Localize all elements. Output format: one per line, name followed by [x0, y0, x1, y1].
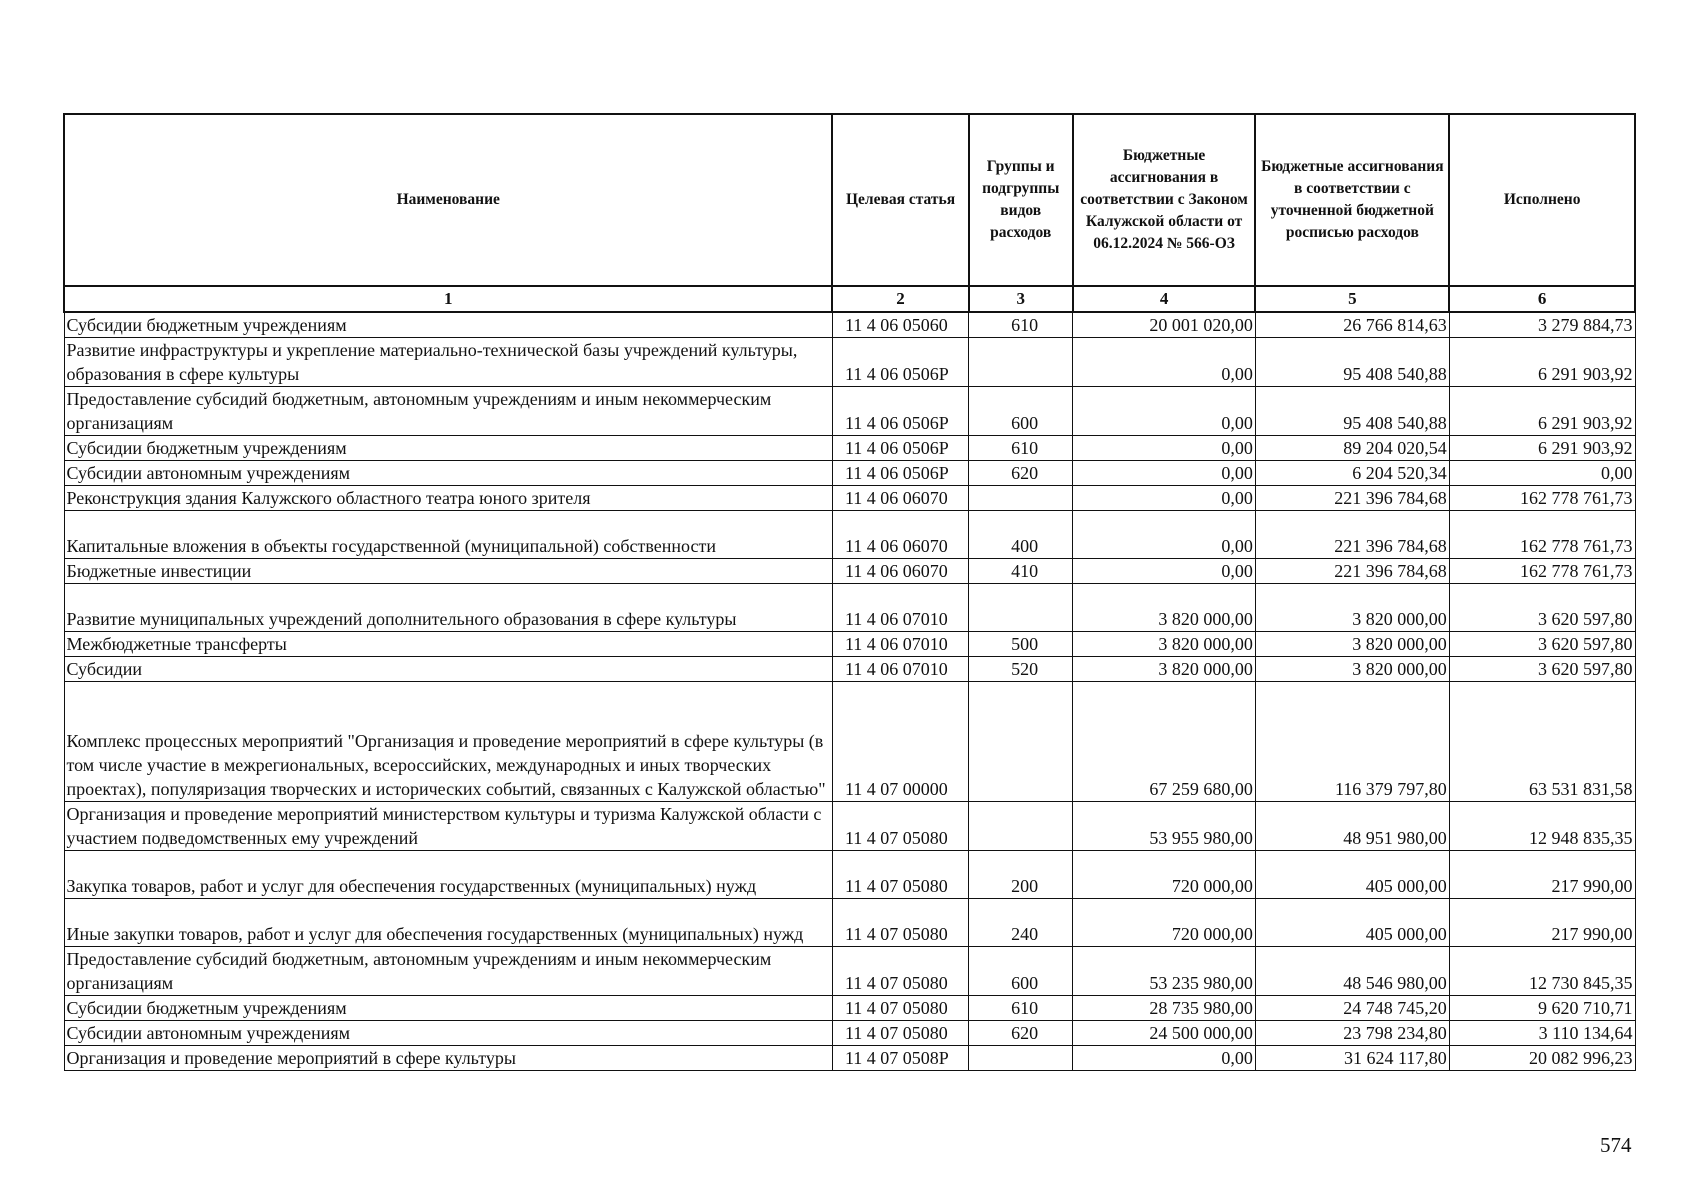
row-executed-amount: 217 990,00 — [1449, 851, 1635, 899]
table-row — [64, 338, 1635, 387]
row-group — [969, 486, 1073, 511]
row-name: Субсидии автономным учреждениям — [64, 461, 832, 486]
row-group: 400 — [969, 511, 1073, 559]
row-group: 620 — [969, 461, 1073, 486]
row-name: Субсидии автономным учреждениям — [64, 1021, 832, 1046]
row-executed-amount: 3 620 597,80 — [1449, 657, 1635, 682]
header-name: Наименование — [64, 114, 832, 286]
column-number: 1 — [64, 286, 832, 312]
row-law-amount: 53 235 980,00 — [1073, 947, 1256, 996]
row-refined-amount: 3 820 000,00 — [1255, 584, 1449, 632]
row-code: 11 4 06 0506Р — [832, 461, 968, 486]
table-row — [64, 436, 1635, 461]
row-law-amount: 0,00 — [1073, 461, 1256, 486]
row-executed-amount: 3 279 884,73 — [1449, 312, 1635, 338]
table-row — [64, 387, 1635, 436]
row-group: 600 — [969, 947, 1073, 996]
row-code: 11 4 06 0506Р — [832, 436, 968, 461]
row-name: Иные закупки товаров, работ и услуг для обеспечения государственных (муниципальных) нужд — [64, 899, 832, 947]
row-law-amount: 24 500 000,00 — [1073, 1021, 1256, 1046]
row-executed-amount: 12 948 835,35 — [1449, 802, 1635, 851]
row-executed-amount: 6 291 903,92 — [1449, 387, 1635, 436]
row-executed-amount: 20 082 996,23 — [1449, 1046, 1635, 1071]
row-code: 11 4 07 0508Р — [832, 1046, 968, 1071]
row-group — [969, 338, 1073, 387]
row-executed-amount: 6 291 903,92 — [1449, 436, 1635, 461]
row-name: Организация и проведение мероприятий министерством культуры и туризма Калужской области с участием подведомственных ему учреждений — [64, 802, 832, 851]
row-code: 11 4 06 06070 — [832, 559, 968, 584]
table-row — [64, 511, 1635, 559]
row-executed-amount: 12 730 845,35 — [1449, 947, 1635, 996]
row-law-amount: 0,00 — [1073, 486, 1256, 511]
row-code: 11 4 07 05080 — [832, 947, 968, 996]
row-law-amount: 720 000,00 — [1073, 851, 1256, 899]
row-code: 11 4 06 07010 — [832, 657, 968, 682]
row-refined-amount: 26 766 814,63 — [1255, 312, 1449, 338]
column-number-row — [64, 286, 1635, 312]
row-refined-amount: 405 000,00 — [1255, 851, 1449, 899]
row-group: 200 — [969, 851, 1073, 899]
table-row — [64, 486, 1635, 511]
column-number: 6 — [1449, 286, 1635, 312]
table-row — [64, 1046, 1635, 1071]
budget-table — [63, 113, 1636, 1071]
row-group: 500 — [969, 632, 1073, 657]
row-law-amount: 720 000,00 — [1073, 899, 1256, 947]
header-refined: Бюджетные ассигнования в соответствии с уточненной бюджетной росписью расходов — [1255, 114, 1449, 286]
row-refined-amount: 3 820 000,00 — [1255, 657, 1449, 682]
row-law-amount: 3 820 000,00 — [1073, 632, 1256, 657]
table-body — [64, 312, 1635, 1071]
row-group: 610 — [969, 436, 1073, 461]
row-law-amount: 20 001 020,00 — [1073, 312, 1256, 338]
header-law: Бюджетные ассигнования в соответствии с Законом Калужской области от 06.12.2024 № 566-ОЗ — [1073, 114, 1256, 286]
table-row — [64, 312, 1635, 338]
row-name: Капитальные вложения в объекты государственной (муниципальной) собственности — [64, 511, 832, 559]
row-name: Субсидии бюджетным учреждениям — [64, 996, 832, 1021]
page-number: 574 — [1600, 1133, 1632, 1157]
header-executed: Исполнено — [1449, 114, 1635, 286]
row-code: 11 4 06 0506Р — [832, 387, 968, 436]
row-refined-amount: 23 798 234,80 — [1255, 1021, 1449, 1046]
row-code: 11 4 06 05060 — [832, 312, 968, 338]
row-name: Комплекс процессных мероприятий "Организация и проведение мероприятий в сфере культуры (в том числе участие в межрегиональных, всероссийских, международных и иных творческих проектах), популяризация творческих и исторических событий, связанных с Калужской областью" — [64, 682, 832, 802]
row-group — [969, 802, 1073, 851]
header-group: Группы и подгруппы видов расходов — [969, 114, 1073, 286]
column-number: 4 — [1073, 286, 1256, 312]
row-name: Реконструкция здания Калужского областного театра юного зрителя — [64, 486, 832, 511]
row-name: Развитие инфраструктуры и укрепление материально-технической базы учреждений культуры, образования в сфере культуры — [64, 338, 832, 387]
row-code: 11 4 07 05080 — [832, 802, 968, 851]
column-number: 2 — [832, 286, 968, 312]
row-group: 410 — [969, 559, 1073, 584]
row-name: Межбюджетные трансферты — [64, 632, 832, 657]
table-row — [64, 996, 1635, 1021]
row-refined-amount: 6 204 520,34 — [1255, 461, 1449, 486]
row-law-amount: 3 820 000,00 — [1073, 584, 1256, 632]
row-executed-amount: 217 990,00 — [1449, 899, 1635, 947]
row-law-amount: 3 820 000,00 — [1073, 657, 1256, 682]
table-row — [64, 947, 1635, 996]
row-refined-amount: 48 546 980,00 — [1255, 947, 1449, 996]
row-law-amount: 0,00 — [1073, 511, 1256, 559]
row-refined-amount: 221 396 784,68 — [1255, 511, 1449, 559]
row-name: Закупка товаров, работ и услуг для обеспечения государственных (муниципальных) нужд — [64, 851, 832, 899]
row-refined-amount: 95 408 540,88 — [1255, 338, 1449, 387]
row-executed-amount: 162 778 761,73 — [1449, 511, 1635, 559]
row-refined-amount: 221 396 784,68 — [1255, 559, 1449, 584]
row-group: 610 — [969, 996, 1073, 1021]
header-code: Целевая статья — [832, 114, 968, 286]
row-law-amount: 28 735 980,00 — [1073, 996, 1256, 1021]
row-group: 610 — [969, 312, 1073, 338]
row-code: 11 4 07 00000 — [832, 682, 968, 802]
row-law-amount: 67 259 680,00 — [1073, 682, 1256, 802]
row-executed-amount: 6 291 903,92 — [1449, 338, 1635, 387]
row-name: Субсидии — [64, 657, 832, 682]
row-executed-amount: 3 110 134,64 — [1449, 1021, 1635, 1046]
row-executed-amount: 162 778 761,73 — [1449, 486, 1635, 511]
row-executed-amount: 3 620 597,80 — [1449, 632, 1635, 657]
row-executed-amount: 63 531 831,58 — [1449, 682, 1635, 802]
row-group — [969, 682, 1073, 802]
table-row — [64, 584, 1635, 632]
row-refined-amount: 405 000,00 — [1255, 899, 1449, 947]
row-code: 11 4 06 07010 — [832, 584, 968, 632]
row-refined-amount: 221 396 784,68 — [1255, 486, 1449, 511]
row-code: 11 4 07 05080 — [832, 899, 968, 947]
row-name: Предоставление субсидий бюджетным, автономным учреждениям и иным некоммерческим организациям — [64, 947, 832, 996]
table-row — [64, 682, 1635, 802]
row-group — [969, 1046, 1073, 1071]
row-group: 520 — [969, 657, 1073, 682]
row-law-amount: 53 955 980,00 — [1073, 802, 1256, 851]
row-executed-amount: 9 620 710,71 — [1449, 996, 1635, 1021]
row-name: Предоставление субсидий бюджетным, автономным учреждениям и иным некоммерческим организациям — [64, 387, 832, 436]
row-code: 11 4 06 07010 — [832, 632, 968, 657]
table-row — [64, 802, 1635, 851]
row-refined-amount: 3 820 000,00 — [1255, 632, 1449, 657]
row-name: Субсидии бюджетным учреждениям — [64, 312, 832, 338]
table-row — [64, 461, 1635, 486]
row-name: Организация и проведение мероприятий в сфере культуры — [64, 1046, 832, 1071]
row-law-amount: 0,00 — [1073, 387, 1256, 436]
column-number: 3 — [969, 286, 1073, 312]
row-code: 11 4 06 06070 — [832, 511, 968, 559]
row-law-amount: 0,00 — [1073, 436, 1256, 461]
row-executed-amount: 162 778 761,73 — [1449, 559, 1635, 584]
row-code: 11 4 06 0506Р — [832, 338, 968, 387]
table-row — [64, 559, 1635, 584]
table-row — [64, 899, 1635, 947]
table-row — [64, 632, 1635, 657]
row-name: Субсидии бюджетным учреждениям — [64, 436, 832, 461]
row-refined-amount: 89 204 020,54 — [1255, 436, 1449, 461]
row-law-amount: 0,00 — [1073, 338, 1256, 387]
table-row — [64, 851, 1635, 899]
row-code: 11 4 07 05080 — [832, 1021, 968, 1046]
row-group — [969, 584, 1073, 632]
row-name: Бюджетные инвестиции — [64, 559, 832, 584]
row-group: 620 — [969, 1021, 1073, 1046]
row-code: 11 4 06 06070 — [832, 486, 968, 511]
row-executed-amount: 0,00 — [1449, 461, 1635, 486]
row-law-amount: 0,00 — [1073, 559, 1256, 584]
row-code: 11 4 07 05080 — [832, 851, 968, 899]
row-refined-amount: 48 951 980,00 — [1255, 802, 1449, 851]
row-refined-amount: 95 408 540,88 — [1255, 387, 1449, 436]
row-group: 240 — [969, 899, 1073, 947]
header-row — [64, 114, 1635, 286]
row-law-amount: 0,00 — [1073, 1046, 1256, 1071]
row-refined-amount: 116 379 797,80 — [1255, 682, 1449, 802]
table-row — [64, 1021, 1635, 1046]
row-executed-amount: 3 620 597,80 — [1449, 584, 1635, 632]
column-number: 5 — [1255, 286, 1449, 312]
row-name: Развитие муниципальных учреждений дополнительного образования в сфере культуры — [64, 584, 832, 632]
row-refined-amount: 31 624 117,80 — [1255, 1046, 1449, 1071]
row-group: 600 — [969, 387, 1073, 436]
row-code: 11 4 07 05080 — [832, 996, 968, 1021]
table-row — [64, 657, 1635, 682]
row-refined-amount: 24 748 745,20 — [1255, 996, 1449, 1021]
